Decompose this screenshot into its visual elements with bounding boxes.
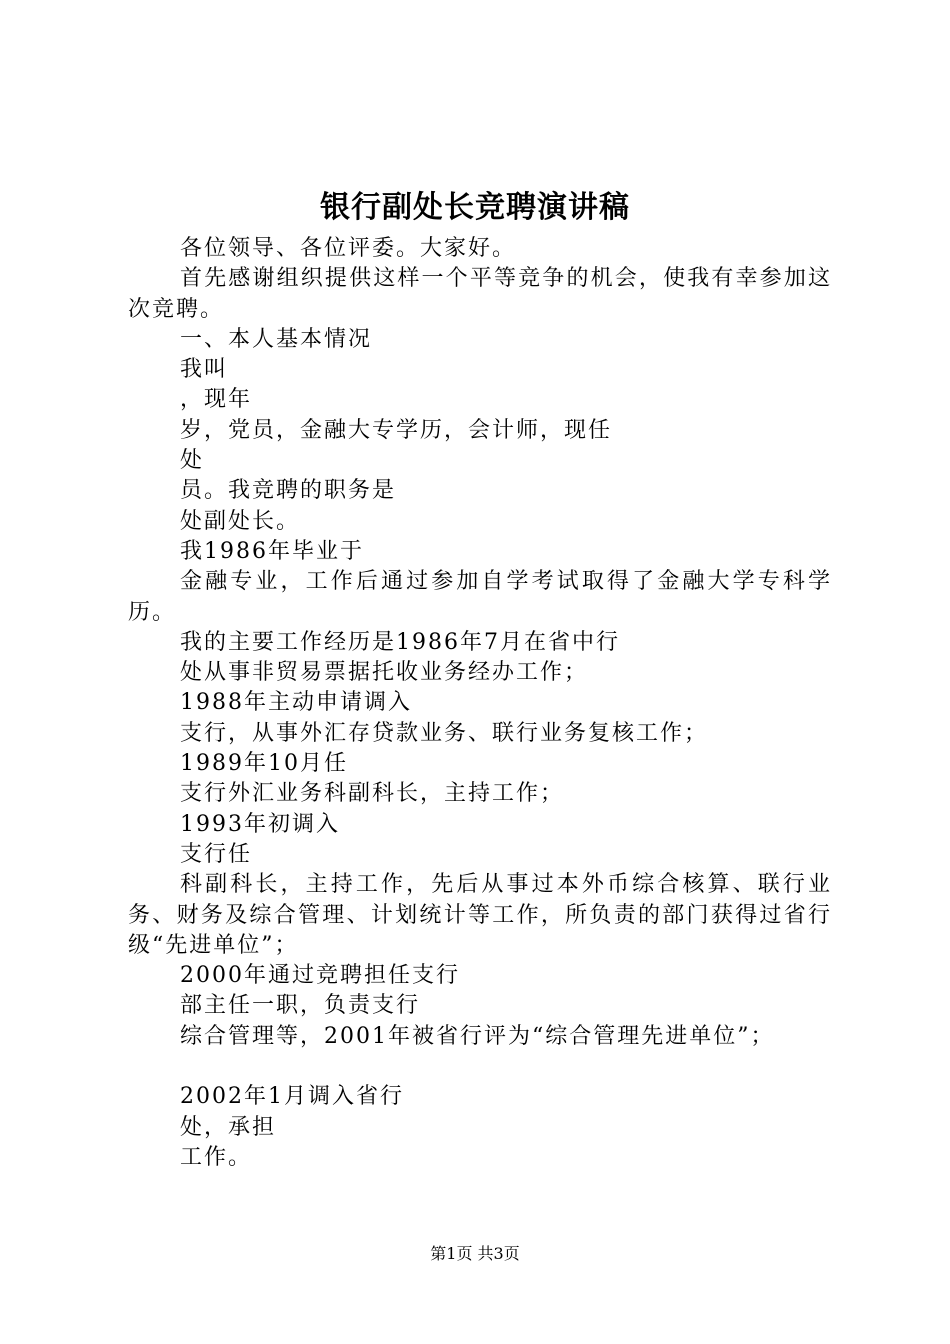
paragraph: 1989年10月任 <box>180 751 348 777</box>
paragraph: 首先感谢组织提供这样一个平等竞争的机会，使我有幸参加这次竞聘。 <box>128 266 832 322</box>
paragraph: 支行，从事外汇存贷款业务、联行业务复核工作； <box>180 720 709 746</box>
paragraph: 我的主要工作经历是1986年7月在省中行 <box>180 629 620 655</box>
paragraph: 科副科长，主持工作，先后从事过本外币综合核算、联行业务、财务及综合管理、计划统计等工作，所负责的部门获得过省行级“先进单位”； <box>128 872 832 958</box>
paragraph: 岁，党员，金融大专学历，会计师，现任 <box>180 417 613 443</box>
paragraph: 1988年主动申请调入 <box>180 690 412 716</box>
document-title: 银行副处长竞聘演讲稿 <box>320 190 630 225</box>
paragraph: 1993年初调入 <box>180 811 340 837</box>
paragraph: 支行外汇业务科副科长，主持工作； <box>180 781 565 807</box>
paragraph: 处，承担 <box>180 1114 277 1140</box>
blank-line <box>128 1052 832 1082</box>
paragraph: 部主任一职，负责支行 <box>180 993 421 1019</box>
page-footer: 第1页 共3页 <box>430 1244 520 1263</box>
section-heading: 一、本人基本情况 <box>180 326 373 352</box>
paragraph: 各位领导、各位评委。大家好。 <box>180 236 517 261</box>
paragraph: 我叫 <box>180 357 229 383</box>
paragraph: 2002年1月调入省行 <box>180 1084 404 1110</box>
paragraph: 我1986年毕业于 <box>180 538 364 564</box>
paragraph: 综合管理等，2001年被省行评为“综合管理先进单位”； <box>180 1023 775 1049</box>
paragraph: 2000年通过竞聘担任支行 <box>180 963 460 989</box>
paragraph: ，现年 <box>180 387 253 413</box>
paragraph: 员。我竞聘的职务是 <box>180 478 397 504</box>
paragraph: 处 <box>180 448 205 474</box>
document-body <box>128 234 832 1173</box>
paragraph: 金融专业，工作后通过参加自学考试取得了金融大学专科学历。 <box>128 569 832 625</box>
paragraph: 工作。 <box>180 1144 253 1170</box>
paragraph: 处从事非贸易票据托收业务经办工作； <box>180 660 589 686</box>
paragraph: 支行任 <box>180 841 253 867</box>
paragraph: 处副处长。 <box>180 508 301 534</box>
